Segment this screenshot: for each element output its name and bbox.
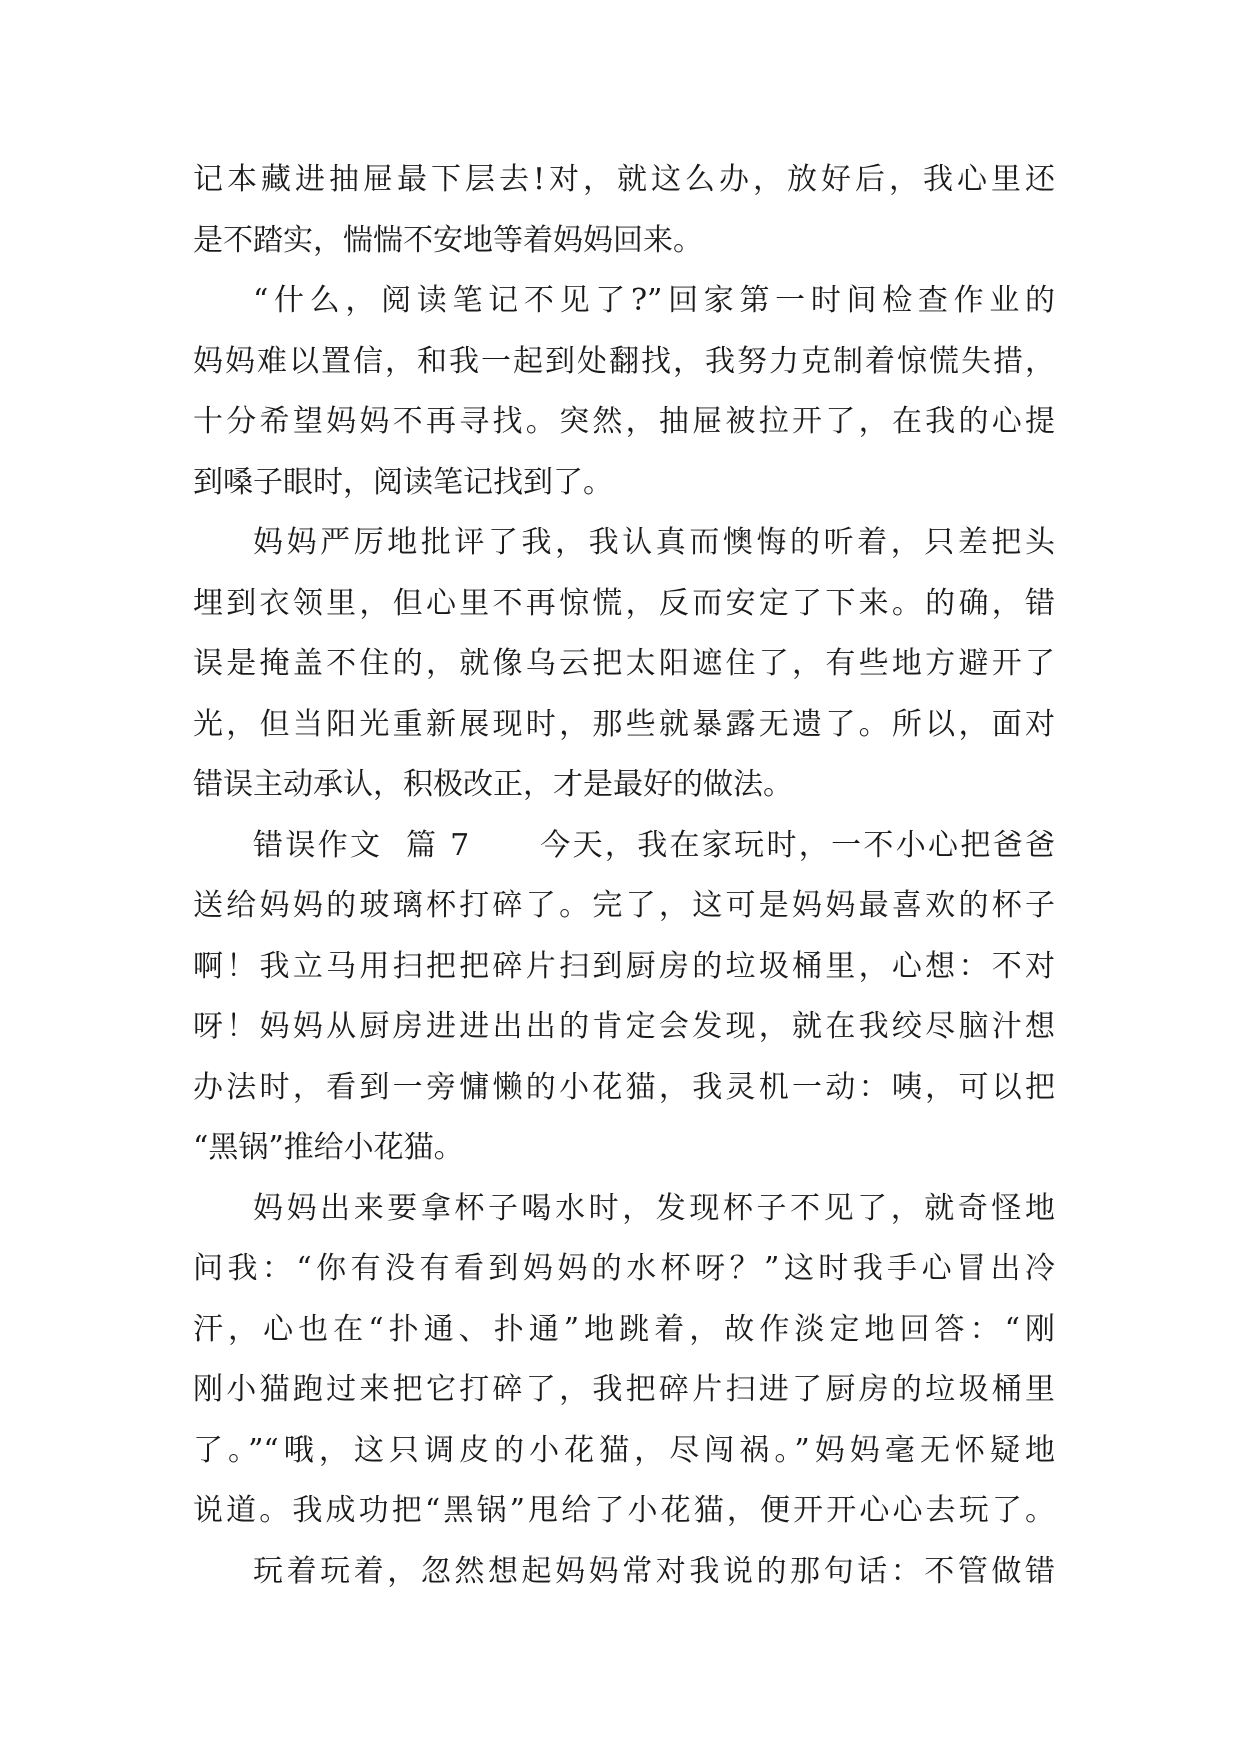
- text-line: 到嗓子眼时，阅读笔记找到了。: [193, 464, 613, 500]
- text-line: 光，但当阳光重新展现时，那些就暴露无遗了。所以，面对: [193, 706, 1055, 742]
- text-line: 办法时，看到一旁慵懒的小花猫，我灵机一动：咦，可以把: [193, 1069, 1055, 1105]
- text-line: 记本藏进抽屉最下层去!对，就这么办，放好后，我心里还: [193, 162, 1055, 197]
- paragraph-start-line: 玩着玩着，忽然想起妈妈常对我说的那句话：不管做错: [253, 1553, 1055, 1589]
- text-line: 汗，心也在“扑通、扑通”地跳着，故作淡定地回答：“刚: [193, 1311, 1055, 1347]
- text-line: 说道。我成功把“黑锅”甩给了小花猫，便开开心心去玩了。: [193, 1493, 1055, 1528]
- text-line: 呀！妈妈从厨房进进出出的肯定会发现，就在我绞尽脑汁想: [193, 1009, 1055, 1044]
- text-line: 错误主动承认，积极改正，才是最好的做法。: [193, 767, 793, 802]
- text-line: 了。”“哦，这只调皮的小花猫，尽闯祸。”妈妈毫无怀疑地: [193, 1432, 1055, 1468]
- text-line: “黑锅”推给小花猫。: [193, 1130, 464, 1165]
- text-line: 误是掩盖不住的，就像乌云把太阳遮住了，有些地方避开了: [193, 646, 1055, 681]
- text-line: 埋到衣领里，但心里不再惊慌，反而安定了下来。的确，错: [193, 585, 1055, 621]
- text-line: 送给妈妈的玻璃杯打碎了。完了，这可是妈妈最喜欢的杯子: [193, 888, 1055, 923]
- document-body: [193, 150, 1055, 1602]
- text-line: 是不踏实，惴惴不安地等着妈妈回来。: [193, 222, 703, 258]
- section-heading-line: 错误作文 篇 7 今天，我在家玩时，一不小心把爸爸: [253, 827, 1055, 863]
- text-line: 十分希望妈妈不再寻找。突然，抽屉被拉开了，在我的心提: [193, 404, 1055, 439]
- text-line: 妈妈难以置信，和我一起到处翻找，我努力克制着惊慌失措，: [193, 343, 1055, 379]
- text-line: 问我：“你有没有看到妈妈的水杯呀？”这时我手心冒出冷: [193, 1251, 1055, 1286]
- text-line: 啊！我立马用扫把把碎片扫到厨房的垃圾桶里，心想：不对: [193, 948, 1055, 984]
- paragraph-start-line: 妈妈出来要拿杯子喝水时，发现杯子不见了，就奇怪地: [253, 1190, 1055, 1226]
- paragraph-start-line: 妈妈严厉地批评了我，我认真而懊悔的听着，只差把头: [253, 525, 1055, 560]
- text-line: 刚小猫跑过来把它打碎了，我把碎片扫进了厨房的垃圾桶里: [193, 1372, 1055, 1407]
- paragraph-start-line: “什么，阅读笔记不见了?”回家第一时间检查作业的: [253, 283, 1055, 318]
